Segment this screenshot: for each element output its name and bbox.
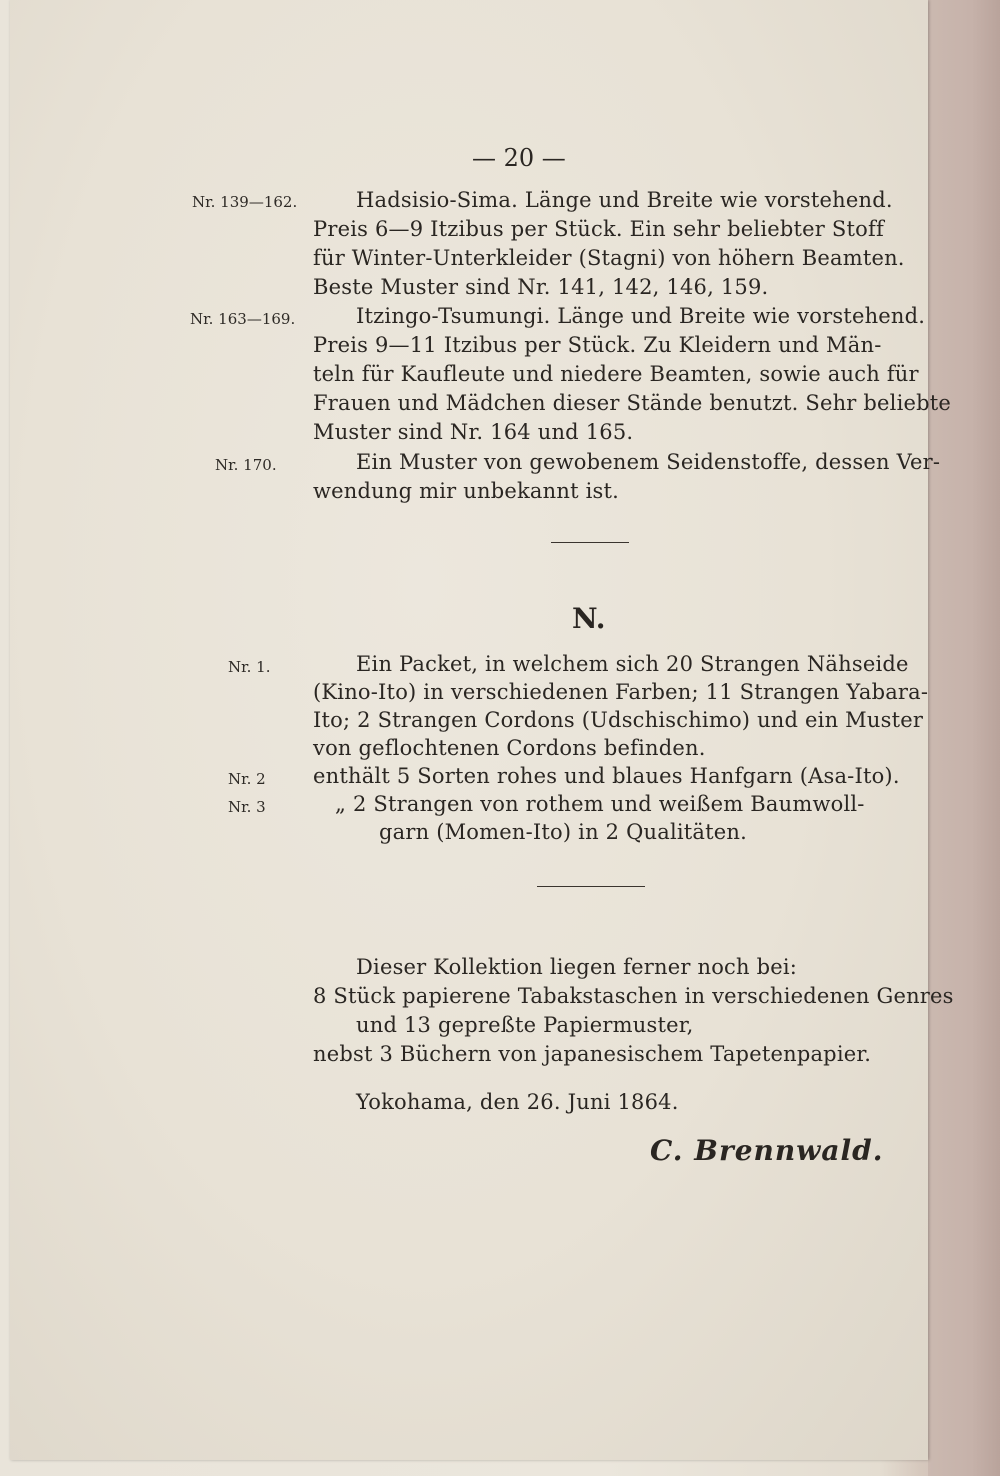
page-edge [928,0,1000,1476]
entry-line: Preis 6—9 Itzibus per Stück. Ein sehr beliebter Stoff [313,217,884,241]
entry-line: Frauen und Mädchen dieser Stände benutzt. Sehr beliebte [313,391,952,415]
section-heading: N. [572,602,606,635]
page-number: — 20 — [472,144,566,172]
entry-line: garn (Momen-Ito) in 2 Qualitäten. [379,820,748,844]
divider-rule [551,542,629,543]
entry-line: (Kino-Ito) in verschiedenen Farben; 11 Strangen Yabara- [313,680,929,704]
entry-line: „ 2 Strangen von rothem und weißem Baumwoll- [335,792,865,816]
entry-number: Nr. 139—162. [192,193,298,211]
place-date: Yokohama, den 26. Juni 1864. [356,1090,679,1114]
signature: C. Brennwald. [650,1134,884,1167]
entry-number: Nr. 163—169. [190,310,296,328]
entry-line: Ein Muster von gewobenem Seidenstoffe, dessen Ver- [356,450,941,474]
closing-line: nebst 3 Büchern von japanesischem Tapetenpapier. [313,1042,872,1066]
closing-line: und 13 gepreßte Papiermuster, [356,1013,694,1037]
closing-line: 8 Stück papierene Tabakstaschen in verschiedenen Genres [313,984,954,1008]
entry-line: Itzingo-Tsumungi. Länge und Breite wie vorstehend. [356,304,926,328]
entry-line: Hadsisio-Sima. Länge und Breite wie vorstehend. [356,188,893,212]
entry-number: Nr. 170. [215,456,277,474]
entry-line: Ein Packet, in welchem sich 20 Strangen Nähseide [356,652,909,676]
closing-line: Dieser Kollektion liegen ferner noch bei: [356,955,798,979]
entry-number: Nr. 2 [228,770,266,788]
divider-rule [537,886,645,887]
entry-line: Beste Muster sind Nr. 141, 142, 146, 159. [313,275,769,299]
entry-line: von geflochtenen Cordons befinden. [313,736,706,760]
entry-line: für Winter-Unterkleider (Stagni) von höhern Beamten. [313,246,905,270]
entry-line: enthält 5 Sorten rohes und blaues Hanfgarn (Asa-Ito). [313,764,900,788]
entry-number: Nr. 3 [228,798,266,816]
entry-line: Ito; 2 Strangen Cordons (Udschischimo) und ein Muster [313,708,924,732]
entry-number: Nr. 1. [228,658,271,676]
entry-line: wendung mir unbekannt ist. [313,479,620,503]
entry-line: Muster sind Nr. 164 und 165. [313,420,634,444]
entry-line: teln für Kaufleute und niedere Beamten, sowie auch für [313,362,919,386]
entry-line: Preis 9—11 Itzibus per Stück. Zu Kleidern und Män- [313,333,882,357]
